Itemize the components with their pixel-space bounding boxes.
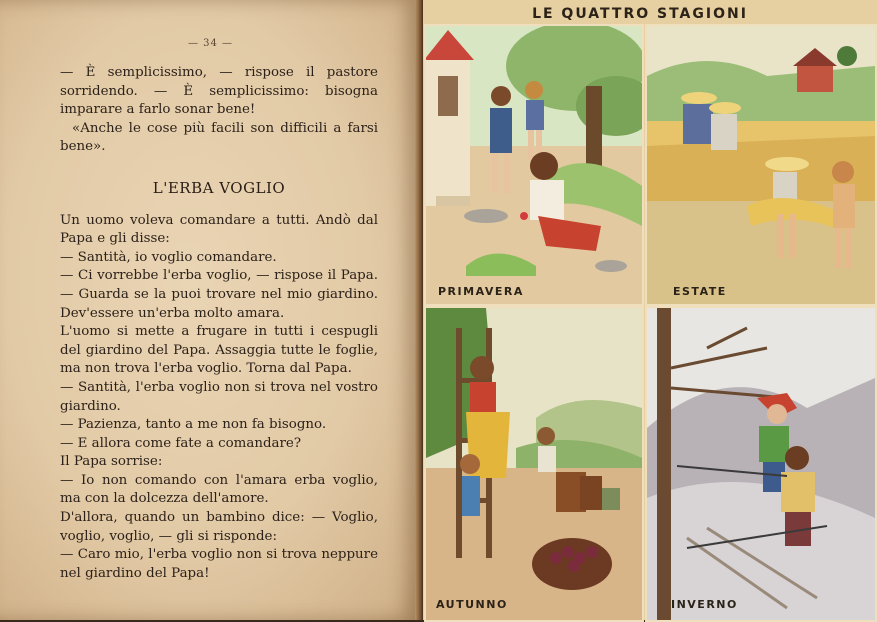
autumn-illustration: [424, 306, 644, 622]
story-paragraph: — Santità, l'erba voglio non si trova nel vostro giardino.: [60, 379, 378, 414]
story-paragraph: — Io non comando con l'amara erba voglio, ma con la dolcezza dell'amore.: [60, 472, 378, 507]
panel-caption: ESTATE: [673, 285, 727, 298]
story-title: L'ERBA VOGLIO: [152, 178, 286, 197]
story-paragraph: — Santità, io voglio comandare.: [60, 249, 277, 265]
summer-illustration: [645, 24, 877, 306]
spring-illustration: [424, 24, 644, 306]
page-number: — 34 —: [187, 38, 234, 49]
panel-caption: AUTUNNO: [436, 598, 508, 611]
story-paragraph: L'uomo si mette a frugare in tutti i cespugli del giardino del Papa. Assaggia tutte le foglie, ma non trova l'erba voglio. Torna dal Papa.: [60, 324, 378, 377]
left-page: [0, 0, 421, 620]
story-paragraph: Il Papa sorrise:: [60, 454, 163, 470]
paragraph: «Anche le cose più facili son difficili a farsi bene».: [60, 120, 378, 155]
story-paragraph: D'allora, quando un bambino dice: — Voglio, voglio, voglio, — gli si risponde:: [60, 510, 378, 544]
story-paragraph: Un uomo voleva comandare a tutti. Andò dal Papa e gli disse:: [60, 212, 378, 247]
winter-illustration: [645, 306, 877, 622]
story-paragraph: — Pazienza, tanto a me non fa bisogno.: [60, 417, 327, 433]
story-paragraph: — E allora come fate a comandare?: [60, 435, 302, 451]
plate-title: LE QUATTRO STAGIONI: [532, 6, 748, 22]
paragraph: — È semplicissimo, — rispose il pastore sorridendo. — È semplicissimo: bisogna imparare a farlo sonar bene!: [60, 65, 378, 118]
page-text: [60, 64, 378, 583]
panel-caption: PRIMAVERA: [438, 285, 524, 298]
story-paragraph: — Caro mio, l'erba voglio non si trova neppure nel giardino del Papa!: [60, 547, 378, 581]
story-paragraph: — Ci vorrebbe l'erba voglio, — rispose il Papa. — Guarda se la puoi trovare nel mio giardino. Dev'essere un'erba molto amara.: [60, 268, 378, 321]
panel-caption: INVERNO: [671, 598, 738, 611]
